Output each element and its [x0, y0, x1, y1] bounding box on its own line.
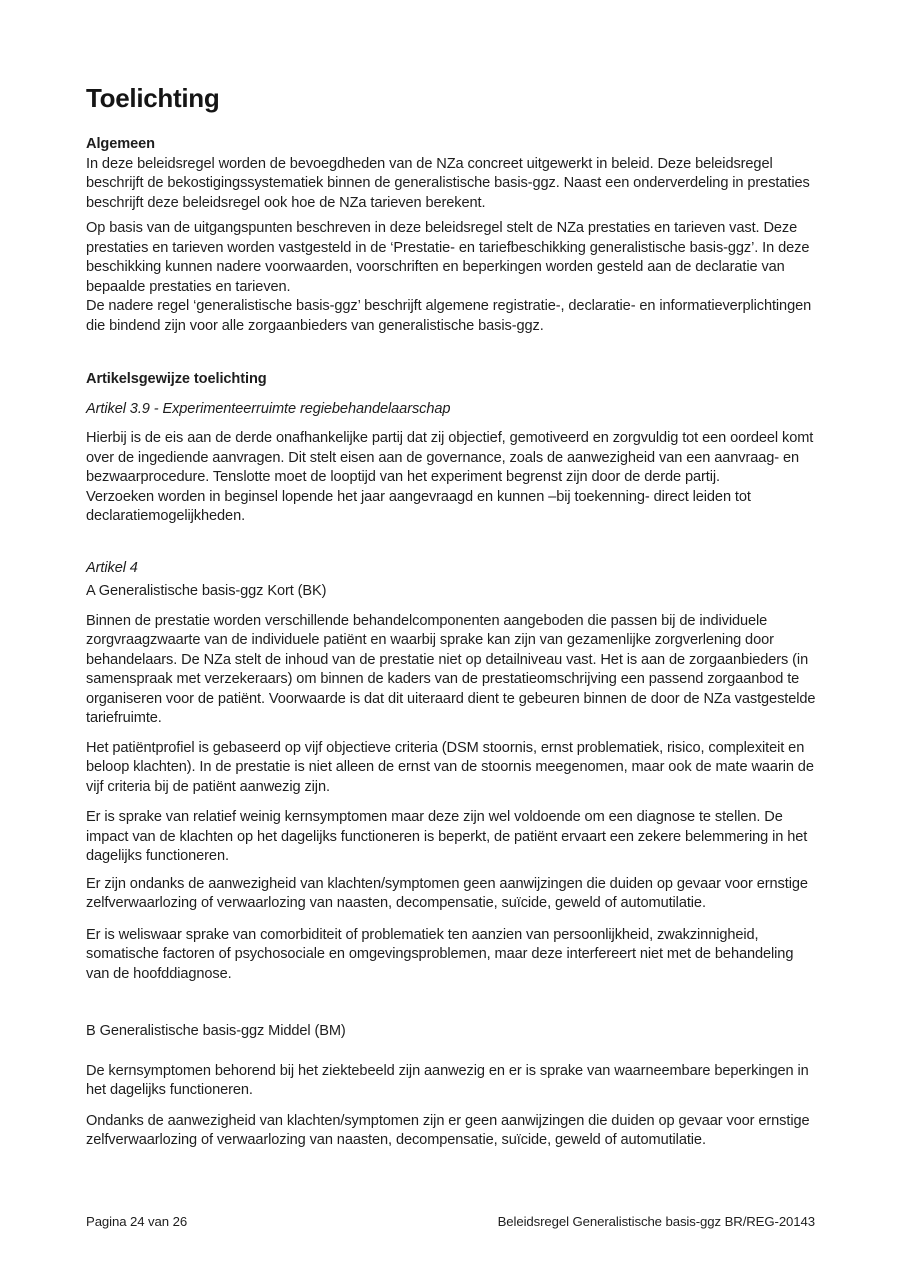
- artikel-3-9-paragraph-1: Hierbij is de eis aan de derde onafhankelijke partij dat zij objectief, gemotiveerd en zorgvuldig tot een oordeel komt over de ingediende aanvragen. Dit stelt eisen aan de governance, zoals de aanwezigheid van een aanvraag- en bezwaarprocedure. Tenslotte moet de looptijd van het experiment begrenst zijn door de derde partij.: [86, 430, 814, 485]
- algemeen-paragraph-3: De nadere regel ‘generalistische basis-ggz’ beschrijft algemene registratie-, declaratie- en informatieverplichtingen die bindend zijn voor alle zorgaanbieders van generalistische basis-ggz.: [86, 298, 812, 334]
- artikel-3-9-paragraph-2: Verzoeken worden in beginsel lopende het jaar aangevraagd en kunnen –bij toekenning- direct leiden tot declaratiemogelijkheden.: [86, 488, 751, 524]
- artikel-3-9-heading: Artikel 3.9 - Experimenteerruimte regiebehandelaarschap: [86, 400, 451, 417]
- subsection-a-paragraph-1: Binnen de prestatie worden verschillende behandelcomponenten aangeboden die passen bij de individuele zorgvraagzwaarte van de individuele patiënt en waarbij sprake kan zijn van gezamenlijke zorgverlening door behandelaars. De NZa stelt de inhoud van de prestatie niet op detailniveau vast. Het is aan de zorgaanbieders (in samenspraak met verzekeraars) om binnen de kaders van de prestatieomschrijving een passend zorgaanbod te organiseren voor de patiënt. Voorwaarde is dat dit uiteraard dient te gebeuren binnen de door de NZa vastgestelde tariefruimte.: [86, 612, 816, 726]
- subsection-b-heading: B Generalistische basis-ggz Middel (BM): [86, 1023, 346, 1039]
- algemeen-paragraph-1: In deze beleidsregel worden de bevoegdheden van de NZa concreet uitgewerkt in beleid. Deze beleidsregel beschrijft de bekostigingssystematiek binnen de generalistische basis-ggz. Naast een onderverdeling in prestaties beschrijft deze beleidsregel ook hoe de NZa tarieven berekent.: [86, 155, 810, 211]
- section-heading-algemeen: Algemeen: [86, 136, 155, 152]
- subsection-a-paragraph-2: Het patiëntprofiel is gebaseerd op vijf objectieve criteria (DSM stoornis, ernst problematiek, risico, complexiteit en beloop klachten). In de prestatie is niet alleen de ernst van de stoornis meegenomen, maar ook de mate waarin de vijf criteria bij de patiënt aanwezig zijn.: [86, 739, 814, 795]
- subsection-a-paragraph-4: Er zijn ondanks de aanwezigheid van klachten/symptomen geen aanwijzingen die duiden op gevaar voor ernstige zelfverwaarlozing of verwaarlozing van naasten, decompensatie, suïcide, geweld of automutilatie.: [86, 875, 808, 911]
- subsection-a-paragraph-5: Er is weliswaar sprake van comorbiditeit of problematiek ten aanzien van persoonlijkheid, zwakzinnigheid, somatische factoren of psychosociale en omgevingsproblemen, maar deze interfereert niet met de behandeling van de hoofddiagnose.: [86, 926, 794, 982]
- page-footer: [86, 1213, 815, 1230]
- artikel-4-heading: Artikel 4: [86, 559, 138, 576]
- subsection-a-paragraph-3: Er is sprake van relatief weinig kernsymptomen maar deze zijn wel voldoende om een diagnose te stellen. De impact van de klachten op het dagelijks functioneren is beperkt, de patiënt ervaart een zekere belemmering in het dagelijks functioneren.: [86, 809, 808, 864]
- subsection-b-paragraph-1: De kernsymptomen behorend bij het ziektebeeld zijn aanwezig en er is sprake van waarneembare beperkingen in het dagelijks functioneren.: [86, 1062, 809, 1098]
- subsection-b-paragraph-2: Ondanks de aanwezigheid van klachten/symptomen zijn er geen aanwijzingen die duiden op gevaar voor ernstige zelfverwaarlozing of verwaarlozing van naasten, decompensatie, suïcide, geweld of automutilatie.: [86, 1112, 810, 1148]
- document-title: Toelichting: [86, 83, 220, 113]
- footer-document-reference: Beleidsregel Generalistische basis-ggz BR/REG-20143: [497, 1214, 815, 1229]
- section-heading-artikelsgewijze-toelichting: Artikelsgewijze toelichting: [86, 371, 267, 387]
- document-content: [86, 0, 818, 1151]
- subsection-a-heading: A Generalistische basis-ggz Kort (BK): [86, 583, 327, 599]
- footer-page-number: Pagina 24 van 26: [86, 1214, 188, 1229]
- algemeen-paragraph-2: Op basis van de uitgangspunten beschreven in deze beleidsregel stelt de NZa prestaties en tarieven vast. Deze prestaties en tarieven worden vastgesteld in de ‘Prestatie- en tariefbeschikking generalistische basis-ggz’. In deze beschikking kunnen nadere voorwaarden, voorschriften en beperkingen worden gesteld aan de declaratie van bepaalde prestaties en tarieven.: [86, 220, 810, 295]
